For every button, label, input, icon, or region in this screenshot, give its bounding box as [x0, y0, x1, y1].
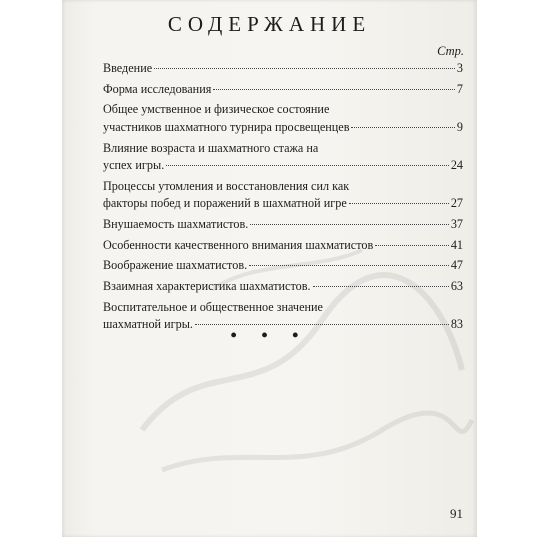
- toc-entry-text: шахматной игры.: [103, 317, 193, 332]
- toc-entry: [103, 81, 463, 99]
- toc-page-number: 83: [450, 317, 463, 332]
- toc-entry-text: успех игры.: [103, 158, 165, 173]
- toc-entry-line: [103, 178, 463, 196]
- toc-entry-text: Процессы утомления и восстановления сил как: [103, 178, 350, 193]
- toc-entry-line: [103, 195, 463, 213]
- table-of-contents: [103, 60, 463, 337]
- toc-page-number: 7: [456, 81, 463, 96]
- toc-entry-line: [103, 81, 463, 99]
- dot-leader: [250, 224, 448, 225]
- toc-entry-text: Взаимная характеристика шахматистов.: [103, 279, 311, 293]
- toc-entry-line: [103, 119, 463, 137]
- toc-entry-text: Особенности качественного внимания шахматистов: [103, 237, 374, 252]
- toc-entry-text: Внушаемость шахматистов.: [103, 216, 249, 231]
- dot-leader: [249, 265, 449, 266]
- toc-entry-text: Форма исследования: [103, 81, 212, 96]
- dot-leader: [166, 165, 449, 166]
- toc-page-number: 27: [450, 196, 463, 211]
- toc-entry-line: [103, 278, 463, 296]
- toc-entry: [103, 178, 463, 213]
- toc-entry-line: [103, 299, 463, 317]
- toc-entry-text: участников шахматного турнира просвещенцев: [103, 119, 350, 134]
- toc-entry-text: Воображение шахматистов.: [103, 258, 248, 273]
- dot-leader: [313, 286, 449, 287]
- toc-entry: [103, 257, 463, 275]
- dot-leader: [154, 68, 455, 69]
- toc-entry-line: [103, 237, 463, 255]
- toc-entry-line: [103, 257, 463, 275]
- toc-entry-text: Воспитательное и общественное значение: [103, 299, 323, 314]
- toc-entry-line: [103, 216, 463, 234]
- section-separator: • • •: [230, 325, 309, 345]
- toc-entry-line: [103, 101, 463, 119]
- toc-page-number: 9: [456, 119, 463, 134]
- dot-leader: [351, 127, 454, 128]
- toc-page-number: 63: [450, 279, 463, 293]
- toc-entry-text: Введение: [103, 61, 153, 75]
- page-number: 91: [450, 506, 463, 521]
- dot-leader: [213, 89, 455, 90]
- toc-entry-text: факторы побед и поражений в шахматной игре: [103, 196, 347, 211]
- toc-entry: [103, 101, 463, 136]
- toc-entry-text: Общее умственное и физическое состояние: [103, 102, 330, 117]
- book-page: [62, 0, 477, 537]
- toc-page-number: 24: [450, 158, 463, 173]
- toc-page-number: 47: [450, 258, 463, 273]
- toc-page-number: 37: [450, 216, 463, 231]
- toc-entry: [103, 278, 463, 296]
- toc-entry-line: [103, 60, 463, 78]
- toc-entry-line: [103, 157, 463, 175]
- toc-entry: [103, 60, 463, 78]
- toc-entry: [103, 216, 463, 234]
- toc-page-number: 41: [450, 237, 463, 252]
- toc-entry-text: Влияние возраста и шахматного стажа на: [103, 140, 319, 155]
- dot-leader: [375, 245, 449, 246]
- toc-entry-line: [103, 140, 463, 158]
- toc-entry: [103, 237, 463, 255]
- page-title: СОДЕРЖАНИЕ: [167, 12, 372, 36]
- page-column-label: Стр.: [437, 44, 464, 58]
- dot-leader: [349, 203, 449, 204]
- toc-page-number: 3: [456, 61, 463, 75]
- toc-entry: [103, 140, 463, 175]
